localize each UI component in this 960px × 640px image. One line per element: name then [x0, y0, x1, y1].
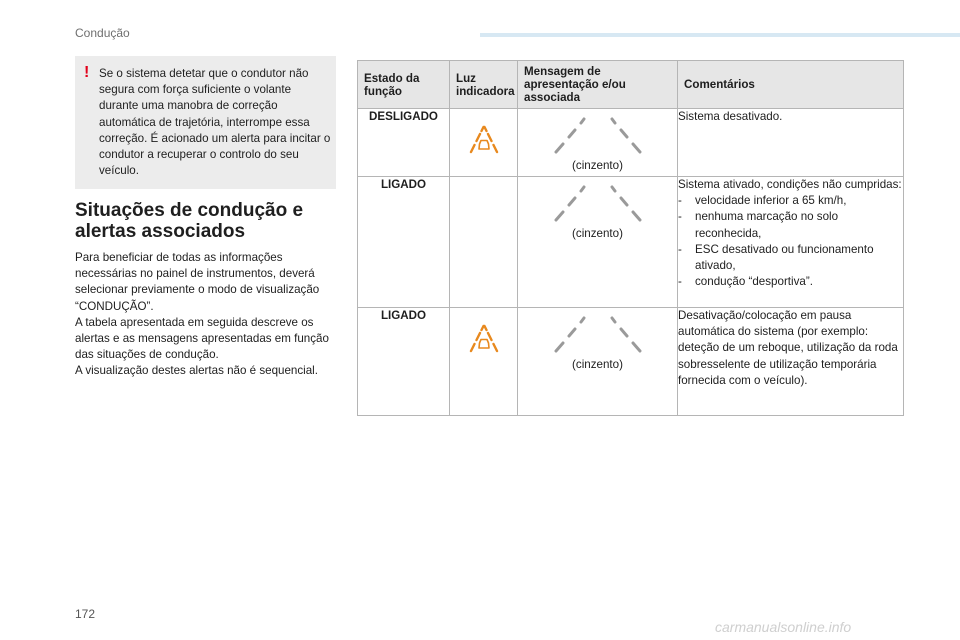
section-title: Situações de condução e alertas associados	[75, 200, 304, 242]
page-number: 172	[75, 607, 96, 621]
lane-lines-icon	[550, 114, 646, 156]
paragraph-1: Para beneficiar de todas as informações necessárias no painel de instrumentos, deverá selecionar previamente o modo de visualização “CONDUÇÃO”.	[75, 251, 320, 313]
light-cell-empty	[450, 177, 518, 308]
table-row	[358, 177, 904, 308]
light-cell	[450, 109, 518, 177]
header-accent-bar	[480, 33, 960, 37]
message-note: (cinzento)	[572, 227, 623, 240]
lane-lines-icon	[550, 182, 646, 224]
header-state: Estado da função	[358, 61, 450, 109]
message-note: (cinzento)	[572, 159, 623, 172]
warning-text: Se o sistema detetar que o condutor não segura com força suficiente o volante durante uma manobra de correção automática de trajetória, interrompe essa correção. É acionado um alerta para incitar o condutor a recuperar o controlo do seu veículo.	[99, 67, 331, 178]
header-message: Mensagem de apresentação e/ou associada	[518, 61, 678, 109]
list-item: - velocidade inferior a 65 km/h,	[678, 193, 903, 209]
paragraph-2: A tabela apresentada em seguida descreve os alertas e as mensagens apresentadas em função das situações de condução.	[75, 315, 329, 362]
state-cell: LIGADO	[358, 177, 450, 308]
paragraph-3: A visualização destes alertas não é sequencial.	[75, 364, 318, 378]
comment-cell: Desativação/colocação em pausa automática do sistema (por exemplo: deteção de um reboque, utilização da roda sobresselente de utilização temporária fornecida com o veículo).	[678, 308, 904, 416]
status-table	[357, 60, 904, 416]
table-row	[358, 109, 904, 177]
header-section-title: Condução	[75, 26, 130, 40]
message-note: (cinzento)	[572, 358, 623, 371]
lane-keep-assist-warning-icon	[468, 124, 500, 154]
message-cell	[518, 109, 678, 177]
comment-cell: Sistema desativado.	[678, 109, 904, 177]
watermark: carmanualsonline.info	[715, 619, 852, 635]
section-body	[75, 250, 345, 380]
list-item: - condução “desportiva”.	[678, 274, 903, 290]
message-cell	[518, 308, 678, 416]
comment-cell	[678, 177, 904, 308]
header-comments: Comentários	[678, 61, 904, 109]
list-item: - nenhuma marcação no solo reconhecida,	[678, 209, 903, 241]
lane-lines-icon	[550, 313, 646, 355]
state-cell: DESLIGADO	[358, 109, 450, 177]
table-header-row	[358, 61, 904, 109]
message-cell	[518, 177, 678, 308]
warning-exclamation-icon: !	[84, 64, 90, 81]
list-item: - ESC desativado ou funcionamento ativado,	[678, 242, 903, 274]
lane-keep-assist-warning-icon	[468, 323, 500, 353]
header-light: Luz indicadora	[450, 61, 518, 109]
light-cell	[450, 308, 518, 416]
condition-list	[678, 193, 903, 290]
table-row	[358, 308, 904, 416]
comment-intro: Sistema ativado, condições não cumpridas:	[678, 178, 902, 191]
warning-box	[75, 56, 336, 189]
state-cell: LIGADO	[358, 308, 450, 416]
